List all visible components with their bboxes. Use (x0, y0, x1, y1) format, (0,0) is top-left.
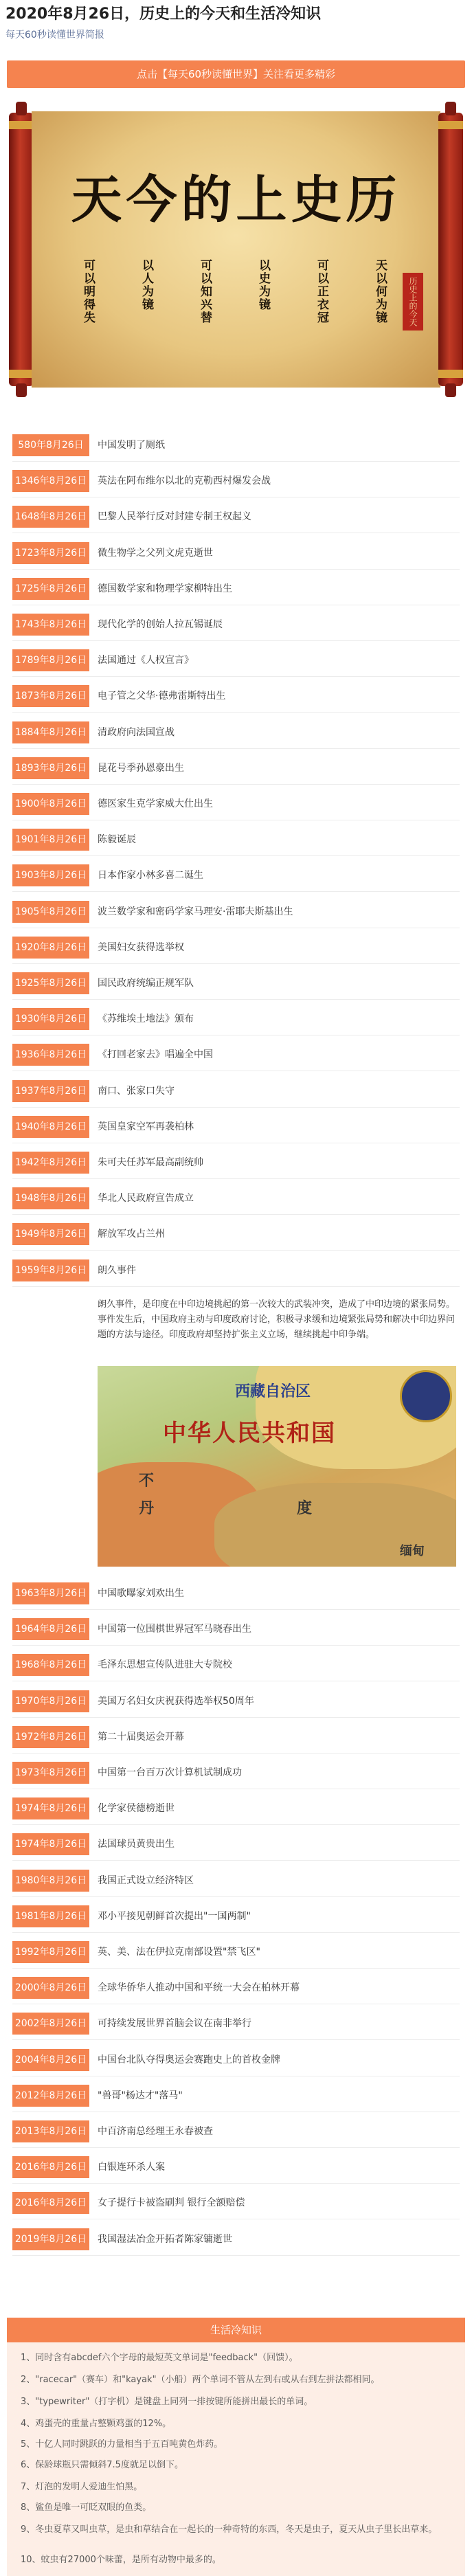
event-divider (12, 676, 460, 677)
event-date-badge: 1963年8月26日 (12, 1582, 89, 1604)
event-description: 国民政府统编正规军队 (98, 978, 194, 989)
event-description: 陈毅诞辰 (98, 834, 136, 846)
event-description: 《打回老家去》唱遍全中国 (98, 1049, 213, 1061)
event-divider (12, 1968, 460, 1969)
event-date-badge: 2019年8月26日 (12, 2228, 89, 2250)
trivia-item: 7、灯泡的发明人爱迪生怕黑。 (21, 2482, 143, 2492)
event-divider (12, 1860, 460, 1861)
event-date-badge: 1942年8月26日 (12, 1152, 89, 1174)
event-description: 日本作家小林多喜二诞生 (98, 870, 203, 882)
banner-calligraphy: 天今的上史历 (71, 170, 401, 229)
event-divider (12, 1717, 460, 1718)
event-date-badge: 1920年8月26日 (12, 937, 89, 959)
event-date-badge: 1959年8月26日 (12, 1259, 89, 1281)
event-description: 昆花号季孙恩豪出生 (98, 762, 184, 774)
event-date-badge: 1981年8月26日 (12, 1905, 89, 1927)
event-date-badge: 2016年8月26日 (12, 2156, 89, 2178)
banner-column: 天以何为镜 (373, 259, 387, 324)
map-label-region: 西藏自治区 (235, 1383, 311, 1400)
trivia-item: 2、"racecar"（赛车）和"kayak"（小船）两个单词不管从左到右或从右到左拼法都相同。 (21, 2375, 380, 2385)
author-link[interactable]: 每天60秒读懂世界简报 (5, 30, 104, 41)
event-description: 中国歌曝家刘欢出生 (98, 1588, 184, 1599)
event-description: 毛泽东思想宣传队进驻大专院校 (98, 1659, 232, 1671)
event-date-badge: 2000年8月26日 (12, 1977, 89, 1999)
banner-column: 可以明得失 (81, 259, 95, 324)
event-description: 波兰数学家和密码学家马理安·雷耶夫斯基出生 (98, 906, 293, 917)
event-divider (12, 1286, 460, 1287)
event-description: 可持续发展世界首脑会议在南非举行 (98, 2018, 251, 2030)
event-date-badge: 1992年8月26日 (12, 1941, 89, 1963)
event-date-badge: 1873年8月26日 (12, 685, 89, 707)
event-description: 德国数学家和物理学家柳特出生 (98, 583, 232, 594)
event-date-badge: 1930年8月26日 (12, 1008, 89, 1030)
event-description: 解放军攻占兰州 (98, 1229, 165, 1240)
event-description: 中国台北队夺得奥运会赛跑史上的首枚金牌 (98, 2054, 280, 2065)
trivia-item: 3、"typewriter"（打字机）是键盘上同列一排按键所能拼出最长的单词。 (21, 2397, 313, 2407)
map-label-bhutan-left: 不 (139, 1472, 155, 1490)
event-divider (12, 640, 460, 641)
event-divider (12, 2147, 460, 2148)
event-date-badge: 1974年8月26日 (12, 1833, 89, 1855)
event-date-badge: 1980年8月26日 (12, 1870, 89, 1892)
event-divider (12, 2039, 460, 2040)
event-date-badge: 1964年8月26日 (12, 1618, 89, 1640)
event-date-badge: 1900年8月26日 (12, 793, 89, 815)
event-divider (12, 891, 460, 892)
scroll-paper (32, 111, 440, 388)
map-label-myanmar: 缅甸 (400, 1544, 425, 1558)
event-date-badge: 1936年8月26日 (12, 1044, 89, 1066)
event-date-badge: 2013年8月26日 (12, 2120, 89, 2142)
event-date-badge: 1903年8月26日 (12, 864, 89, 886)
event-date-badge: 1901年8月26日 (12, 829, 89, 851)
event-description: 法国通过《人权宣言》 (98, 655, 194, 667)
event-divider (12, 712, 460, 713)
event-date-badge: 1743年8月26日 (12, 614, 89, 636)
event-description: 美国妇女获得选举权 (98, 941, 184, 953)
event-divider (12, 748, 460, 749)
event-date-badge: 1905年8月26日 (12, 901, 89, 923)
event-date-badge: 1884年8月26日 (12, 721, 89, 743)
map-label-india: 度 (297, 1500, 313, 1517)
event-description: 我国正式设立经济特区 (98, 1874, 194, 1886)
trivia-item: 8、鲨鱼是唯一可眨双眼的鱼类。 (21, 2502, 152, 2513)
event-date-badge: 1940年8月26日 (12, 1116, 89, 1138)
event-date-badge: 1974年8月26日 (12, 1797, 89, 1819)
event-description: 巴黎人民举行反对封建专制王权起义 (98, 511, 251, 523)
event-date-badge: 1723年8月26日 (12, 542, 89, 564)
scroll-rod-right (436, 102, 465, 397)
event-description: 德医家生克学家威大仕出生 (98, 798, 213, 809)
article-title: 2020年8月26日，历史上的今天和生活冷知识 (5, 5, 322, 23)
banner-column: 可以知兴替 (198, 259, 212, 324)
event-description: 白银连环杀人案 (98, 2162, 165, 2173)
event-description: 清政府向法国宣战 (98, 726, 175, 738)
event-description: 电子管之父华·德弗雷斯特出生 (98, 691, 226, 702)
event-1959-detail: 朗久事件，是印度在中印边境挑起的第一次较大的武装冲突，造成了中印边境的紧张局势。事件发生后，中国政府主动与印度政府讨论，积极寻求缓和边境紧张局势和解决中印边界问题的方法与途径。印度政府却坚持扩张主义立场，继续挑起中印争端。 (98, 1299, 456, 1340)
banner-column: 以人为镜 (139, 259, 153, 311)
event-description: 微生物学之父列文虎克逝世 (98, 547, 213, 559)
event-divider (12, 784, 460, 785)
trivia-item: 6、保龄球瓶只需倾斜7.5度就足以倒下。 (21, 2460, 183, 2470)
event-divider (12, 963, 460, 964)
banner-column: 可以正衣冠 (315, 259, 328, 324)
event-description: 英法在阿布维尔以北的克勒西村爆发会战 (98, 475, 271, 487)
trivia-item: 4、鸡蛋壳的重量占整颗鸡蛋的12%。 (21, 2419, 172, 2429)
trivia-item: 10、蚊虫有27000个味蕾，是所有动物中最多的。 (21, 2555, 221, 2565)
event-divider (12, 1932, 460, 1933)
event-divider (12, 1824, 460, 1825)
event-date-badge: 2016年8月26日 (12, 2192, 89, 2214)
event-description: 美国万名妇女庆祝获得选举权50周年 (98, 1695, 254, 1707)
event-description: 中百济南总经理王永春被查 (98, 2126, 213, 2137)
map-label-bhutan-mid: 丹 (139, 1500, 155, 1517)
event-date-badge: 1972年8月26日 (12, 1726, 89, 1748)
event-divider (12, 461, 460, 462)
event-description: 华北人民政府宣告成立 (98, 1193, 194, 1205)
trivia-item: 9、冬虫夏草又叫虫草，是虫和草结合在一起长的一种奇特的东西，冬天是虫子，夏天从虫子里长出草来。 (21, 2524, 438, 2535)
trivia-heading: 生活冷知识 (7, 2318, 465, 2342)
event-divider (12, 1645, 460, 1646)
banner-columns (80, 259, 392, 376)
event-date-badge: 1648年8月26日 (12, 506, 89, 528)
event-description: 第二十届奥运会开幕 (98, 1731, 184, 1743)
event-description: 英国皇家空军再袭柏林 (98, 1121, 194, 1132)
event-description: "兽哥"杨达才"落马" (98, 2090, 183, 2101)
event-date-badge: 1893年8月26日 (12, 757, 89, 779)
event-divider (12, 1178, 460, 1179)
event-divider (12, 1214, 460, 1215)
event-date-badge: 1973年8月26日 (12, 1762, 89, 1784)
event-divider (12, 1896, 460, 1897)
event-divider (12, 1107, 460, 1108)
event-description: 女子提行卡被盗刷判 银行全额赔偿 (98, 2197, 245, 2209)
event-description: 朗久事件 (98, 1264, 136, 1276)
event-date-badge: 1725年8月26日 (12, 578, 89, 600)
event-date-badge: 1937年8月26日 (12, 1080, 89, 1102)
event-description: 化学家侯德榜逝世 (98, 1803, 175, 1815)
event-date-badge: 2002年8月26日 (12, 2013, 89, 2035)
event-date-badge: 2012年8月26日 (12, 2085, 89, 2107)
event-description: 南口、张家口失守 (98, 1085, 175, 1097)
follow-banner[interactable]: 点击【每天60秒读懂世界】关注看更多精彩 (7, 60, 465, 88)
event-description: 朱可夫任苏军最高副统帅 (98, 1157, 203, 1168)
event-description: 中国发明了厕纸 (98, 440, 165, 451)
event-date-badge: 1968年8月26日 (12, 1654, 89, 1676)
event-divider (12, 999, 460, 1000)
emblem-icon (400, 1370, 452, 1422)
event-date-badge: 1789年8月26日 (12, 649, 89, 671)
event-date-badge: 1925年8月26日 (12, 972, 89, 994)
event-divider (12, 569, 460, 570)
event-divider (12, 1753, 460, 1754)
trivia-item: 5、十亿人同时跳跃的力量相当于五百吨黄色炸药。 (21, 2439, 223, 2450)
event-description: 《苏维埃土地法》颁布 (98, 1013, 194, 1025)
event-divider (12, 1250, 460, 1251)
trivia-item: 1、同时含有abcdef六个字母的最短英文单词是"feedback"（回馈）。 (21, 2353, 298, 2363)
event-date-badge: 1970年8月26日 (12, 1690, 89, 1712)
event-description: 中国第一台百万次计算机试制成功 (98, 1767, 242, 1778)
langjiu-border-map (98, 1366, 456, 1567)
event-date-badge: 1948年8月26日 (12, 1187, 89, 1209)
event-description: 全球华侨华人推动中国和平统一大会在柏林开幕 (98, 1982, 300, 1994)
event-date-badge: 1949年8月26日 (12, 1223, 89, 1245)
event-date-badge: 580年8月26日 (12, 434, 89, 456)
map-label-country: 中华人民共和国 (163, 1420, 336, 1447)
event-divider (12, 2183, 460, 2184)
banner-column: 以史为镜 (256, 259, 270, 311)
event-date-badge: 2004年8月26日 (12, 2049, 89, 2071)
event-description: 邓小平接见朝鲜首次提出"一国两制" (98, 1910, 251, 1922)
trivia-list (7, 2342, 465, 2576)
event-description: 我国湿法冶金开拓者陈家镛逝世 (98, 2233, 232, 2245)
event-divider (12, 2255, 460, 2256)
red-seal-stamp: 历史上的今天 (403, 273, 423, 331)
event-divider (12, 1609, 460, 1610)
event-description: 中国第一位围棋世界冠军马晓春出生 (98, 1624, 251, 1635)
event-description: 法国球员黄贵出生 (98, 1839, 175, 1850)
event-date-badge: 1346年8月26日 (12, 470, 89, 492)
event-description: 英、美、法在伊拉克南部设置"禁飞区" (98, 1947, 260, 1958)
event-description: 现代化学的创始人拉瓦锡诞辰 (98, 619, 223, 630)
event-divider (12, 855, 460, 856)
history-scroll-banner (7, 102, 465, 397)
